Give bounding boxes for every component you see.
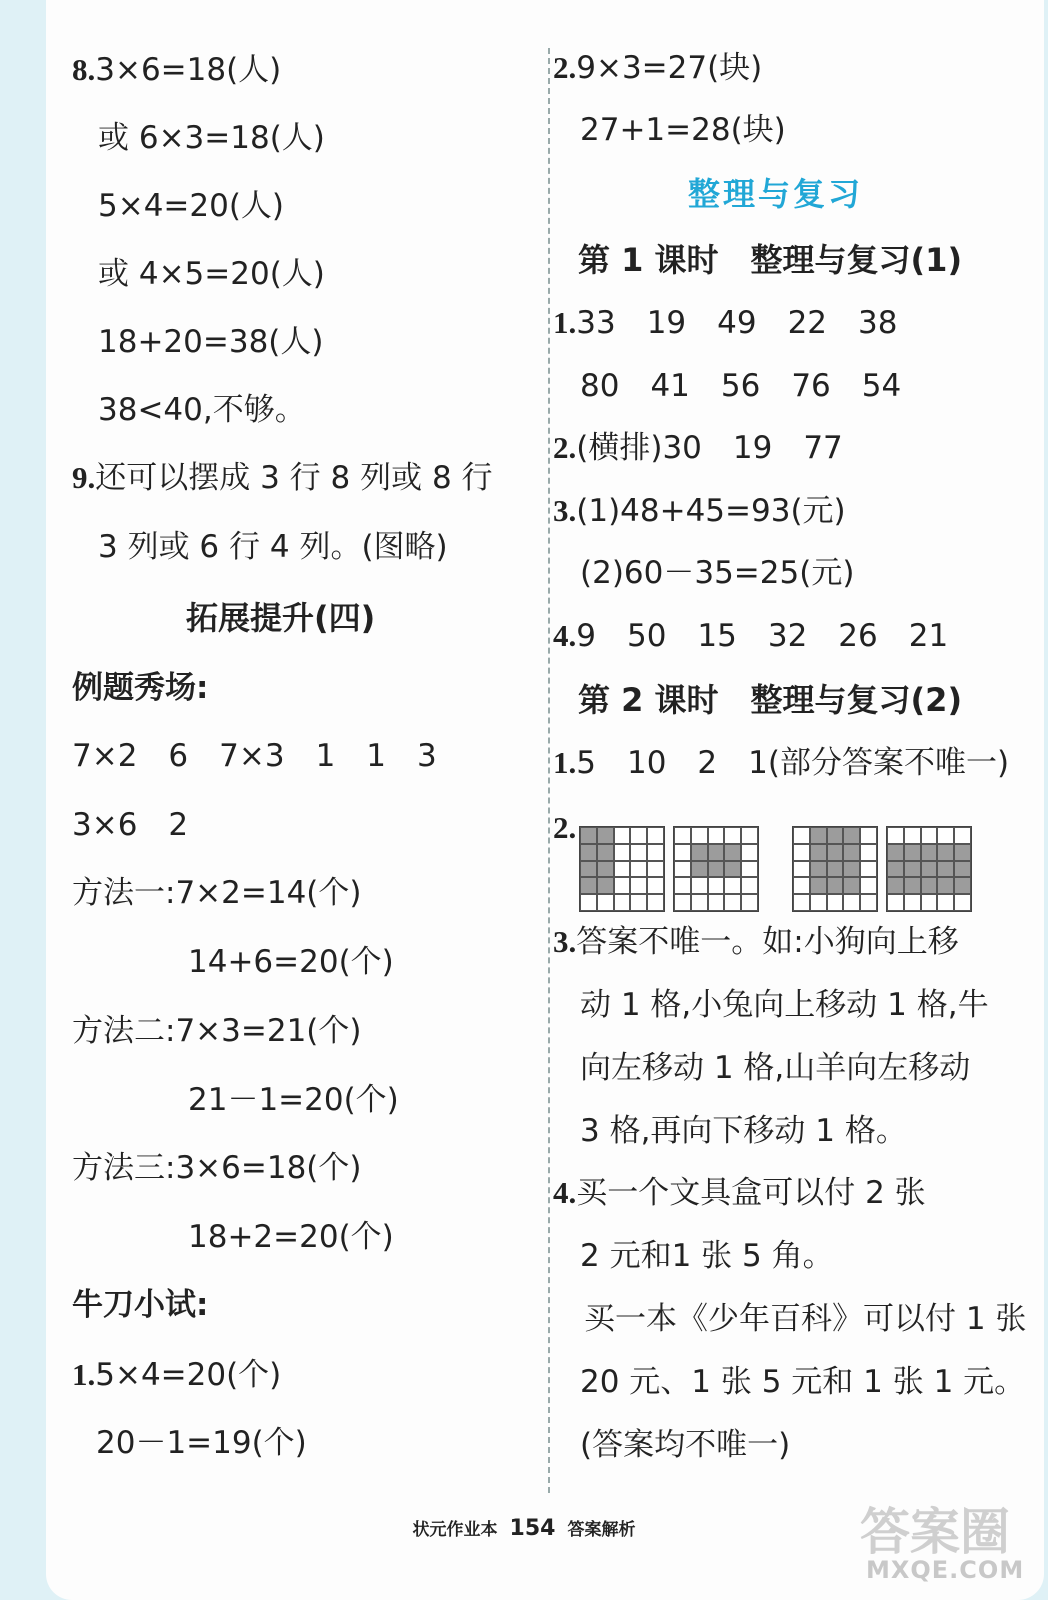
answer-text: 方法一:7×2=14(个) <box>72 875 362 911</box>
right-line <box>553 48 762 88</box>
grid-cell <box>614 861 631 878</box>
watermark-url: MXQE.COM <box>866 1556 1025 1584</box>
shaded-grid <box>792 826 878 912</box>
left-line <box>72 458 493 498</box>
right-line <box>580 1425 790 1465</box>
answer-text: 或 4×5=20(人) <box>98 256 325 292</box>
grid-cell <box>647 894 664 911</box>
grid-cell-shaded <box>843 844 860 861</box>
right-line <box>553 743 1009 783</box>
answer-text: 方法三:3×6=18(个) <box>72 1150 362 1186</box>
answer-text: 5×4=20(人) <box>98 188 285 224</box>
answer-text: 第 2 课时 整理与复习(2) <box>578 681 963 719</box>
right-line <box>580 1111 907 1151</box>
left-section-heading: 拓展提升(四) <box>186 599 376 637</box>
shaded-grid <box>673 826 759 912</box>
right-line <box>553 491 846 531</box>
grid-cell <box>887 894 904 911</box>
answer-text: 20－1=19(个) <box>96 1425 307 1461</box>
grid-cell <box>674 877 691 894</box>
left-line <box>98 390 306 430</box>
grid-cell <box>904 827 921 844</box>
grid-cell <box>708 877 725 894</box>
answer-text: (横排)30 19 77 <box>576 430 843 466</box>
left-line <box>96 1423 307 1463</box>
answer-text: (2)60－35=25(元) <box>580 555 855 591</box>
grid-cell-shaded <box>937 861 954 878</box>
grid-cell-shaded <box>954 844 971 861</box>
grid-cell-shaded <box>843 827 860 844</box>
right-section-title: 整理与复习 <box>688 175 864 213</box>
grid-cell <box>614 844 631 861</box>
answer-text: 3×6 2 <box>72 807 189 843</box>
grid-cell <box>887 827 904 844</box>
answer-text: 80 41 56 76 54 <box>580 368 902 404</box>
answer-text: 7×2 6 7×3 1 1 3 <box>72 738 437 774</box>
question-number: 1. <box>553 305 577 340</box>
grid-cell-shaded <box>887 861 904 878</box>
right-line <box>580 1048 970 1088</box>
right-line <box>580 553 854 593</box>
grid-cell <box>741 894 758 911</box>
grid-cell <box>630 827 647 844</box>
grid-cell <box>647 827 664 844</box>
right-line <box>578 680 962 720</box>
grid-cell <box>614 877 631 894</box>
grid-cell <box>860 844 877 861</box>
question-number: 4. <box>553 618 577 653</box>
grid-cell <box>647 844 664 861</box>
grid-cell-shaded <box>691 861 708 878</box>
grid-cell <box>827 894 844 911</box>
left-line <box>98 254 325 294</box>
grid-cell-shaded <box>887 877 904 894</box>
grid-cell-shaded <box>597 861 614 878</box>
right-line <box>580 110 786 150</box>
grid-cell-shaded <box>597 877 614 894</box>
grid-cell <box>741 861 758 878</box>
left-line <box>72 50 281 90</box>
grid-cell-shaded <box>580 844 597 861</box>
question-number: 4. <box>553 1175 577 1210</box>
grid-cell-shaded <box>904 861 921 878</box>
grid-cell <box>904 894 921 911</box>
shaded-grid <box>886 826 972 912</box>
grid-cell <box>691 894 708 911</box>
right-line <box>580 1362 1025 1402</box>
grid-cell-shaded <box>904 877 921 894</box>
grid-cell-shaded <box>580 877 597 894</box>
right-line <box>584 1299 1026 1339</box>
grid-cell <box>860 861 877 878</box>
grid-cell <box>793 877 810 894</box>
right-line <box>553 616 948 656</box>
grid-cell <box>793 827 810 844</box>
grid-cell <box>724 827 741 844</box>
right-line <box>553 303 897 343</box>
left-line <box>188 1080 399 1120</box>
grid-cell <box>708 894 725 911</box>
left-line <box>98 118 325 158</box>
right-line <box>553 1173 926 1213</box>
answer-text: 38<40,不够。 <box>98 392 306 428</box>
footer-section: 答案解析 <box>567 1520 636 1540</box>
grid-cell-shaded <box>580 827 597 844</box>
right-line <box>553 428 843 468</box>
grid-cell <box>937 827 954 844</box>
grid-cell <box>691 877 708 894</box>
answer-text: 33 19 49 22 38 <box>576 305 898 341</box>
grid-cell <box>954 827 971 844</box>
left-line <box>98 186 284 226</box>
grid-cell <box>810 894 827 911</box>
grid-cell-shaded <box>724 844 741 861</box>
left-line <box>72 668 208 708</box>
page-number: 154 <box>509 1516 556 1541</box>
answer-text: 答案不唯一。如:小狗向上移 <box>576 924 959 960</box>
grid-cell-shaded <box>810 861 827 878</box>
grid-cell-shaded <box>937 877 954 894</box>
answer-text: 动 1 格,小兔向上移动 1 格,牛 <box>580 987 989 1023</box>
answer-text: 买一本《少年百科》可以付 1 张 <box>584 1301 1027 1337</box>
grid-cell-shaded <box>921 861 938 878</box>
grid-cell <box>630 877 647 894</box>
grid-cell-shaded <box>827 877 844 894</box>
question-number: 2. <box>553 430 577 465</box>
answer-text: 21－1=20(个) <box>188 1082 399 1118</box>
right-line <box>578 240 962 280</box>
grid-cell-shaded <box>708 844 725 861</box>
grid-cell-shaded <box>827 861 844 878</box>
answer-text: (答案均不唯一) <box>580 1427 791 1463</box>
watermark-logo: 答案圈 <box>860 1503 1010 1561</box>
left-line <box>98 527 448 567</box>
grid-cell <box>614 894 631 911</box>
question-number: 3. <box>553 924 577 959</box>
grid-cell-shaded <box>954 877 971 894</box>
question-number: 3. <box>553 493 577 528</box>
answer-text: 9 50 15 32 26 21 <box>576 618 949 654</box>
answer-text: 5×4=20(个) <box>95 1357 282 1393</box>
grid-cell-shaded <box>597 844 614 861</box>
grid-cell <box>843 894 860 911</box>
grid-cell <box>954 894 971 911</box>
answer-text: 20 元、1 张 5 元和 1 张 1 元。 <box>580 1364 1026 1400</box>
right-line <box>580 985 989 1025</box>
grid-cell <box>674 827 691 844</box>
right-line <box>580 1236 834 1276</box>
left-line <box>188 1217 394 1257</box>
grid-cell <box>647 877 664 894</box>
answer-text: 5 10 2 1(部分答案不唯一) <box>576 745 1010 781</box>
grid-cell-shaded <box>827 844 844 861</box>
grid-cell <box>630 844 647 861</box>
right-line <box>553 922 959 962</box>
left-line <box>72 873 361 913</box>
grid-cell-shaded <box>810 827 827 844</box>
grid-cell <box>937 894 954 911</box>
grid-cell <box>691 827 708 844</box>
left-line <box>188 942 394 982</box>
grid-cell-shaded <box>921 877 938 894</box>
grid-cell <box>630 894 647 911</box>
answer-text: 3 列或 6 行 4 列。(图略) <box>98 529 448 565</box>
left-line <box>98 322 323 362</box>
left-line <box>72 1285 208 1325</box>
grid-cell <box>614 827 631 844</box>
grid-cell <box>793 844 810 861</box>
answer-text: 14+6=20(个) <box>188 944 394 980</box>
question-number: 1. <box>72 1357 96 1392</box>
left-line <box>72 1355 281 1395</box>
answer-text: 例题秀场: <box>72 670 209 706</box>
answer-text: 2 元和1 张 5 角。 <box>580 1238 834 1274</box>
grid-cell <box>724 894 741 911</box>
answer-text: 牛刀小试: <box>72 1287 209 1323</box>
answer-text: 或 6×3=18(人) <box>98 120 325 156</box>
question-number: 2. <box>553 810 577 845</box>
grid-cell-shaded <box>843 861 860 878</box>
right-line <box>580 366 901 406</box>
left-line <box>72 1148 361 1188</box>
left-line <box>72 1011 361 1051</box>
grid-cell <box>724 877 741 894</box>
grid-cell-shaded <box>904 844 921 861</box>
grid-cell-shaded <box>843 877 860 894</box>
grid-cell-shaded <box>921 844 938 861</box>
grid-cell-shaded <box>724 861 741 878</box>
grid-cell-shaded <box>691 844 708 861</box>
grid-cell <box>860 827 877 844</box>
grid-cell <box>630 861 647 878</box>
answer-text: 买一个文具盒可以付 2 张 <box>576 1175 926 1211</box>
grid-cell <box>793 861 810 878</box>
answer-text: 9×3=27(块) <box>576 50 763 86</box>
grid-cell <box>860 877 877 894</box>
grid-cell <box>597 894 614 911</box>
answer-text: 18+2=20(个) <box>188 1219 394 1255</box>
answer-text: 还可以摆成 3 行 8 列或 8 行 <box>95 460 493 496</box>
right-line <box>553 808 576 848</box>
question-number: 8. <box>72 52 96 87</box>
shaded-grid <box>579 826 665 912</box>
grid-cell <box>741 877 758 894</box>
answer-text: (1)48+45=93(元) <box>576 493 846 529</box>
question-number: 9. <box>72 460 96 495</box>
grid-cell <box>674 844 691 861</box>
grid-cell-shaded <box>580 861 597 878</box>
question-number: 1. <box>553 745 577 780</box>
grid-cell <box>921 827 938 844</box>
grid-cell <box>708 827 725 844</box>
grid-cell <box>741 827 758 844</box>
column-divider <box>548 48 550 1493</box>
grid-cell-shaded <box>810 844 827 861</box>
grid-cell-shaded <box>937 844 954 861</box>
answer-text: 方法二:7×3=21(个) <box>72 1013 362 1049</box>
book-name: 状元作业本 <box>412 1520 498 1540</box>
grid-cell-shaded <box>810 877 827 894</box>
grid-cell <box>580 894 597 911</box>
answer-text: 27+1=28(块) <box>580 112 786 148</box>
grid-cell <box>674 894 691 911</box>
grid-cell-shaded <box>597 827 614 844</box>
answer-text: 3 格,再向下移动 1 格。 <box>580 1113 907 1149</box>
grid-cell <box>674 861 691 878</box>
grid-cell <box>647 861 664 878</box>
grid-cell-shaded <box>887 844 904 861</box>
answer-text: 第 1 课时 整理与复习(1) <box>578 241 963 279</box>
question-number: 2. <box>553 50 577 85</box>
grid-cell-shaded <box>954 861 971 878</box>
grid-cell-shaded <box>708 861 725 878</box>
answer-text: 3×6=18(人) <box>95 52 282 88</box>
answer-text: 向左移动 1 格,山羊向左移动 <box>580 1050 971 1086</box>
grid-cell <box>860 894 877 911</box>
grid-cell <box>793 894 810 911</box>
grid-cell <box>741 844 758 861</box>
grid-cell <box>921 894 938 911</box>
answer-text: 18+20=38(人) <box>98 324 324 360</box>
grid-cell-shaded <box>827 827 844 844</box>
left-line <box>72 805 188 845</box>
left-line <box>72 736 437 776</box>
